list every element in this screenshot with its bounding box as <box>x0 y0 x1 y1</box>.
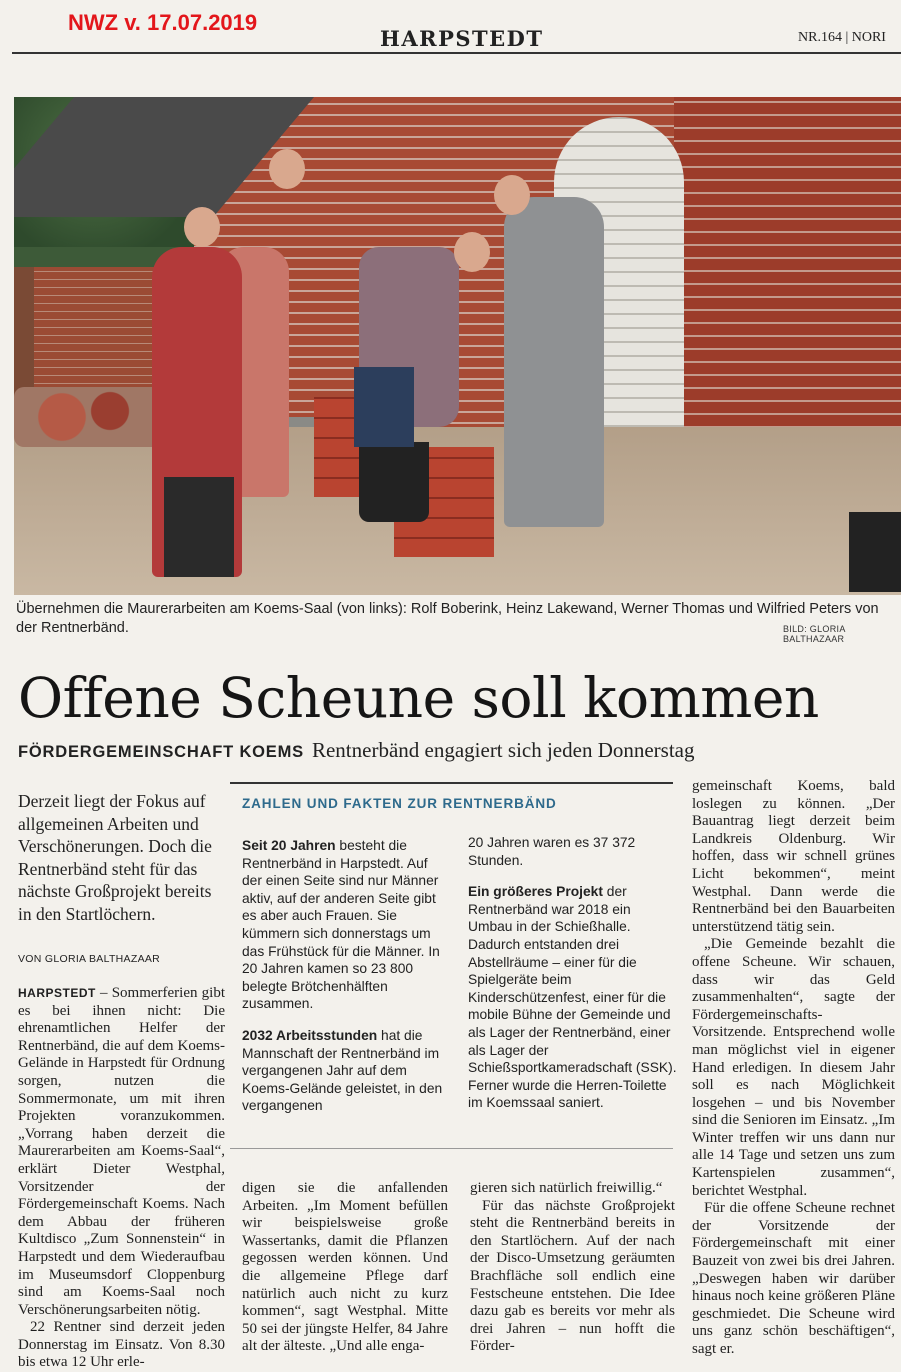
header-rule <box>12 52 901 54</box>
fact-text: hat die Mannschaft der Rentnerbänd im vergangenen Jahr auf dem Koems-Gelände geleistet, in den vergangenen <box>242 1027 443 1114</box>
issue-number: NR.164 | NORI <box>798 30 886 45</box>
kicker-text: Rentnerbänd engagiert sich jeden Donnerstag <box>311 738 695 762</box>
body-column-4 <box>470 1180 675 1356</box>
article-photo <box>14 97 901 595</box>
fact-box-title: ZAHLEN UND FAKTEN ZUR RENTNERBÄND <box>242 796 557 811</box>
fact-text: der Rentnerbänd war 2018 ein Umbau in der Schießhalle. Dadurch entstanden drei Abstellräume – einer für die Spielgeräte beim Kinderschützenfest, einer für die mobile Bühne der Gemeinde und als Lager der Rentnerbänd, einer als Lager der Schießsportkameradschaft (SSK). Ferner wurde die Herren-Toilette im Koemssaal saniert. <box>468 884 677 1111</box>
body-paragraph: gemeinschaft Koems, bald loslegen zu können. „Der Bauantrag liegt derzeit beim Landkreis Oldenburg. Wir hoffen, dass wir schnell grünes Licht bekommen“, meint Westphal. Dann werde die Rentnerbänd bei den Bauarbeiten unterstützend tätig sein. <box>692 778 895 935</box>
kicker-tag: FÖRDERGEMEINSCHAFT KOEMS <box>18 743 304 761</box>
fact-lead: Seit 20 Jahren <box>242 838 336 853</box>
kicker <box>18 738 695 763</box>
body-paragraph: – Sommerferien gibt es bei ihnen nicht: Die ehrenamtlichen Helfer der Rentnerbänd, die auf dem Koems-Gelände in Harpstedt für Ordnung sorgen, nutzen die Sommermonate, um mit ihren Projekten voranzukommen. „Vorrang haben derzeit die Maurerarbeiten am Koems-Saal“, erklärt Dieter Westphal, Vorsitzender der Fördergemeinschaft Koems. Nach dem Abbau der früheren Kultdisco „Zum Sonnenstein“ in Harpstedt und dem Wiederaufbau im Museumsdorf Cloppenburg sind am Koems-Saal noch Verschönerungsarbeiten nötig. <box>18 985 225 1318</box>
dateline: HARPSTEDT <box>18 986 96 1000</box>
body-paragraph: „Die Gemeinde bezahlt die offene Scheune. Wir schauen, dass wir das Geld zusammenhalten“, sagte der Fördergemeinschafts-Vorsitzende. Entsprechend wolle man möglichst viel in eigener Hand erledigen. In diesem Jahr soll es nach Möglichkeit losgehen – und bis November sind die Senioren im Einsatz. „Im Winter treffen wir uns dann nur alle 14 Tage und setzen uns zum Kartenspielen zusammen“, berichtet Westphal. <box>692 936 895 1199</box>
body-paragraph: digen sie die anfallenden Arbeiten. „Im Moment befüllen wir beispielsweise große Wassertanks, damit die Pflanzen gegossen werden können. Und die allgemeine Pflege darf natürlich auch nicht zu kurz kommen“, sagt Westphal. Mitte 50 sei der jüngste Helfer, 84 Jahre alt der älteste. „Und alle enga- <box>242 1180 448 1355</box>
date-stamp: NWZ v. 17.07.2019 <box>68 10 258 35</box>
fact-box <box>230 782 677 1152</box>
fact-lead: Ein größeres Projekt <box>468 884 603 900</box>
photo-caption: Übernehmen die Maurerarbeiten am Koems-Saal (von links): Rolf Boberink, Heinz Lakewand, Werner Thomas und Wilfried Peters von der Rentnerbänd. <box>16 601 879 636</box>
headline: Offene Scheune soll kommen <box>18 666 819 730</box>
section-title: HARPSTEDT <box>380 26 544 51</box>
lead-paragraph: Derzeit liegt der Fokus auf allgemeinen Arbeiten und Verschönerungen. Doch die Rentnerbänd steht für das nächste Großprojekt bereits in den Startlöchern. <box>18 791 212 924</box>
body-paragraph: Für das nächste Großprojekt steht die Rentnerbänd bereits in den Startlöchern. Auf der nach der Disco-Umsetzung geräumten Brachfläche soll endlich eine Festscheune entstehen. Die Idee dazu gab es bereits vor mehr als drei Jahren – nun hofft die Förder- <box>470 1197 675 1355</box>
author-byline: VON GLORIA BALTHAZAAR <box>18 953 161 965</box>
photo-credit: BILD: GLORIA BALTHAZAAR <box>783 624 846 644</box>
body-column-1 <box>18 985 225 1372</box>
body-column-5 <box>692 778 895 1359</box>
body-paragraph: gieren sich natürlich freiwillig.“ <box>470 1180 663 1196</box>
fact-text: 20 Jahren waren es 37 372 Stunden. <box>468 835 636 868</box>
body-column-3 <box>242 1180 448 1356</box>
fact-column-2 <box>468 834 678 1121</box>
fact-lead: 2032 Arbeitsstunden <box>242 1027 378 1043</box>
fact-column-1 <box>242 837 447 1124</box>
fact-text: besteht die Rentnerbänd in Harpstedt. Auf der einen Seite sind nur Männer aktiv, auf der anderen Seite gibt es aber auch Frauen. Sie kümmern sich donnerstags um das Frühstück für die Männer. In 20 Jahren kamen so 23 800 belegte Brötchenhälften zusammen. <box>242 838 440 1012</box>
body-paragraph: 22 Rentner sind derzeit jeden Donnerstag im Einsatz. Von 8.30 bis etwa 12 Uhr erle- <box>18 1319 225 1371</box>
body-paragraph: Für die offene Scheune rechnet der Vorsitzende der Fördergemeinschaft mit einer Bauzeit von zwei bis drei Jahren. „Deswegen haben wir darüber hinaus noch keine größeren Pläne geschmiedet. Die Scheune wird uns ganz schön beschäftigen“, sagt er. <box>692 1200 895 1357</box>
